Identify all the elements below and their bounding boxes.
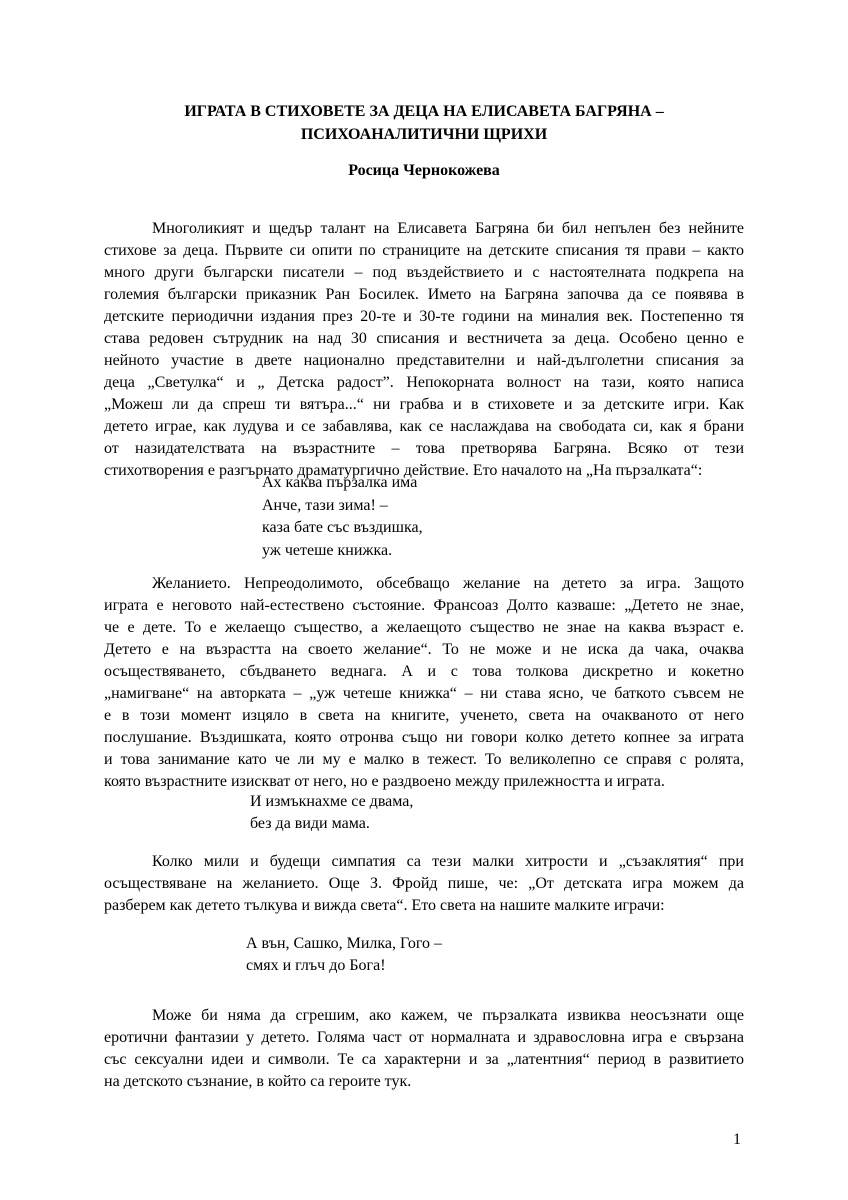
verse-3-line: смях и глъч до Бога! [246,957,386,974]
verse-1-line: уж четеше книжка. [262,542,393,559]
paragraph-3-line: Колко мили и будещи симпатия са тези малки хитрости и „съзаклятия“ при [152,853,744,870]
paragraph-1-line: стихове за деца. Първите си опити по страниците на детските списания тя прави – както [104,242,744,259]
author-name: Росица Чернокожева [348,162,500,179]
paragraph-1-line: стихотворения е разгърнато драматургично действие. Ето началото на „На пързалката“: [104,462,703,479]
paragraph-4-line: на детското съзнание, в който са героите тук. [104,1073,412,1090]
paragraph-2-line: която възрастните изискват от него, но е раздвоено между прилежността и играта. [104,773,665,790]
document-title-line-1: ИГРАТА В СТИХОВЕТЕ ЗА ДЕЦА НА ЕЛИСАВЕТА БАГРЯНА – [184,103,664,120]
paragraph-2-line: осъществяването, сбъдването веднага. А и с това толкова дискретно и кокетно [104,663,744,680]
page-number: 1 [733,1131,741,1148]
paragraph-2-line: Детето е на възрастта на своето желание“. То не може и не иска да чака, очаква [104,641,744,658]
paragraph-2-line: Желанието. Непреодолимото, обсебващо желание на детето за игра. Защото [152,575,744,592]
paragraph-1-line: става редовен сътрудник на над 30 списания и вестничета за деца. Особено ценно е [104,330,744,347]
paragraph-1-line: детските периодични издания през 20-те и 30-те години на миналия век. Постепенно тя [104,308,744,325]
document-title-line-2: ПСИХОАНАЛИТИЧНИ ЩРИХИ [300,126,548,143]
paragraph-2-line: и това занимание като че ли му е малко в тежест. То великолепно се справя с ролята, [104,751,744,768]
paragraph-3-line: осъществяване на желанието. Още З. Фройд пише, че: „От детската игра можем да [104,875,744,892]
verse-1-line: Ах каква пързалка има [262,474,418,491]
paragraph-1-line: детето играе, как лудува и се забавлява, как се наслаждава на свободата си, как я брани [104,418,744,435]
paragraph-2-line: че е дете. То е желаещо същество, а желаещото същество не знае на каква възраст е. [104,619,744,636]
paragraph-2-line: е в този момент изцяло в света на книгите, ученето, света на очакваното от него [104,707,744,724]
paragraph-4-line: еротични фантазии у детето. Голяма част от нормалната и здравословна игра е свързана [104,1029,744,1046]
verse-2-line: без да види мама. [250,815,370,832]
verse-2-line: И измъкнахме се двама, [250,793,414,810]
paragraph-3-line: разберем как детето тълкува и вижда света“. Ето света на нашите малките играчи: [104,897,665,914]
paragraph-1-line: Многоликият и щедър талант на Елисавета Багряна би бил непълен без нейните [152,220,744,237]
verse-1-line: каза бате със въздишка, [262,519,423,536]
paragraph-2-line: послушание. Въздишката, която отронва също ни говори колко детето копнее за играта [104,729,744,746]
paragraph-1-line: нейното участие в двете национално представителни и най-дълголетни списания за [104,352,744,369]
paragraph-1-line: деца „Светулка“ и „ Детска радост”. Непокорната волност на тази, която написа [104,374,744,391]
paragraph-1-line: „Можеш ли да спреш ти вятъра...“ ни грабва и в стиховете и за детските игри. Как [104,396,744,413]
paragraph-1-line: големия български приказник Ран Босилек. Името на Багряна започва да се появява в [104,286,744,303]
paragraph-1-line: от назидателствата на възрастните – това претворява Багряна. Всяко от тези [104,440,744,457]
paragraph-2-line: играта е неговото най-естествено състояние. Франсоаз Долто казваше: „Детето не знае, [104,597,744,614]
paragraph-4-line: Може би няма да сгрешим, ако кажем, че пързалката извиква неосъзнати още [152,1007,744,1024]
paragraph-1-line: много други български писатели – под въздействието и с настоятелната подкрепа на [104,264,744,281]
paragraph-2-line: „намигване“ на авторката – „уж четеше книжка“ – ни става ясно, че баткото съвсем не [104,685,744,702]
paragraph-4-line: със сексуални идеи и символи. Те са характерни и за „латентния“ период в развитието [104,1051,744,1068]
verse-1-line: Анче, тази зима! – [262,497,388,514]
verse-3-line: А вън, Сашко, Милка, Гого – [246,935,443,952]
